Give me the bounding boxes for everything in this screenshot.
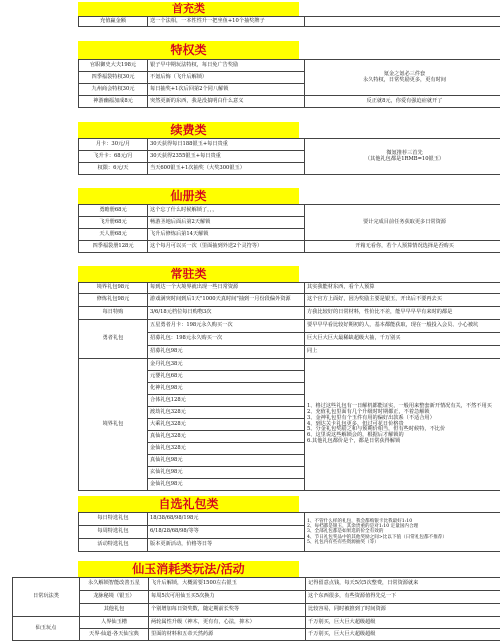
cell-note: 要早早早看比较好期初的人，基本都能获取，现在一般投入会员、小心被坑	[305, 320, 500, 333]
cell-desc: 个别增加每日资奖数，随定期前长奖等	[149, 604, 306, 617]
cell-note	[305, 17, 500, 27]
cell-desc: 突然更新的东西，我是没搞明白什么意义	[148, 96, 305, 108]
cell-item: 天界·仙道·各天仙宝典	[80, 629, 149, 641]
cell-item: 勇瞻册68元	[79, 205, 148, 217]
cell-item: 九州商会特权30元	[79, 84, 148, 96]
cell-note: 其实我能材东西，看个人预算	[305, 283, 500, 294]
cell-item: 飞升卡：68元/月	[79, 151, 148, 163]
cell-desc: 招募礼包：198元永久购买一次	[148, 333, 305, 346]
cell-group: 日常玩法类	[13, 578, 80, 617]
cell-merged-note: 氪金之氪必三件套 永久特权，日常奖励更多，更有时间	[305, 60, 500, 96]
cell-item: 永久解锁智能改善五星	[80, 578, 149, 591]
cell-item: 勇者礼包	[79, 320, 148, 359]
cell-desc: 每周5次可用仙玉买5次换力	[149, 591, 306, 604]
cell-item: 官职御史大夫198元	[79, 60, 148, 72]
cell-item: 充值赢金额	[79, 17, 148, 27]
section-banner-shouchong	[78, 2, 299, 16]
cell-desc: 30天获得2355银玉+每日贵重	[148, 151, 305, 163]
cell-item: 人界仙玉槽	[80, 617, 149, 629]
cell-desc: 玄仙礼包98元	[148, 467, 305, 479]
cell-item: 境界礼包	[79, 359, 148, 491]
cell-item: 龙脉秘境（银玉）	[80, 591, 149, 604]
cell-desc: 渡劫礼包328元	[148, 407, 305, 419]
cell-item: 四季福袋册128元	[79, 241, 148, 253]
cell-desc: 畅游圣地后面后第2天解锁	[148, 217, 305, 229]
cell-note: 方我比较好的日常材料，性价比不差，能早早早早有来时的都是	[305, 307, 500, 320]
section-banner-xiance	[78, 188, 299, 204]
cell-desc: 里面的材料和五帝天然药源	[149, 629, 306, 641]
table-row	[79, 513, 500, 526]
cell-note: 千万别买，巨大巨大超级超级	[306, 629, 500, 641]
cell-item: 月卡：30元/月	[79, 139, 148, 151]
table-tequan	[78, 59, 500, 108]
cell-merged-note: 微氪推荐三首先 （其他礼包都是1RMB=10银玉）	[305, 139, 500, 175]
table-zixuan	[78, 512, 500, 552]
cell-note: 同上	[305, 346, 500, 359]
cell-desc: 18/38/68/98/198元	[148, 513, 305, 526]
table-shouchong	[78, 16, 500, 27]
cell-note: 这个官方上面好，因为奖励主要是银玉，开出后不要再去买	[305, 294, 500, 307]
cell-desc: 当天600银玉+1次抽奖（大奖300银玉）	[148, 163, 305, 175]
table-row	[79, 307, 500, 320]
table-row	[79, 283, 500, 294]
cell-desc: 合体礼包128元	[148, 395, 305, 407]
cell-merged-note: 1、不管什么样的礼包，我会都购银卡比我最好1:10 2、每档都是银玉，其余贵重的是对1:10 定量国内合理 3、全部礼包都是如果选的价全有效的 4、节日礼包奖品中的其他奖励之间>比以下值（日常礼包都不推荐） 5、礼包内有些有些资源抽奖（等）	[305, 513, 500, 552]
cell-desc: 6/18/28/68/98/等等	[148, 526, 305, 539]
cell-item: 修炼礼包98元	[79, 294, 148, 307]
cell-desc: 飞升后解锁，大概需要1500左右银玉	[149, 578, 306, 591]
cell-note: 这个东西很多，有些资源值得先兑一下	[306, 591, 500, 604]
cell-desc: 金仙礼包328元	[148, 443, 305, 455]
table-row	[13, 629, 500, 641]
cell-desc: 元婴礼包68元	[148, 371, 305, 383]
table-row	[79, 359, 500, 371]
cell-desc: 送一个法相，一本性性升一把坐鱼+10个抽奖牌子	[148, 17, 305, 27]
section-banner-zixuan	[78, 496, 299, 512]
cell-item: 境界礼包98元	[79, 283, 148, 294]
cell-item: 每日特选礼包	[79, 513, 148, 526]
section-banner-xianyu	[78, 561, 299, 577]
table-row	[79, 205, 500, 217]
section-title: 特权类	[170, 43, 207, 57]
cell-desc: 真仙礼包98元	[148, 455, 305, 467]
cell-desc: 飞升后修炼后第14天解锁	[148, 229, 305, 241]
cell-desc: 版本更新活动，价格等日等	[148, 539, 305, 552]
cell-item: 天人册68元	[79, 229, 148, 241]
table-xiance	[78, 204, 500, 253]
cell-desc: 金仙礼包98元	[148, 479, 305, 491]
cell-group: 仙玉玩点	[13, 617, 80, 641]
table-row	[13, 617, 500, 629]
table-row	[79, 139, 500, 151]
cell-note: 比较容易，同时被推到了时间资源	[306, 604, 500, 617]
table-row	[79, 294, 500, 307]
cell-desc: 这个忘了什么时候解锁了，，，	[148, 205, 305, 217]
cell-item: 活动特选礼包	[79, 539, 148, 552]
table-xianyu	[12, 577, 500, 641]
table-row	[79, 320, 500, 333]
cell-note: 巨大巨大巨大最稀缺超级大抽，千万别买	[305, 333, 500, 346]
cell-note: 记得留意点钱，每天5次5次整费，日常资源就来	[306, 578, 500, 591]
table-row	[79, 60, 500, 72]
cell-note: 开箱无看你，若个人预算情况选择是否购买	[305, 241, 500, 253]
cell-desc: 30天获得每日188银玉+每日贵重	[148, 139, 305, 151]
cell-item: 飞升册68元	[79, 217, 148, 229]
table-row	[13, 578, 500, 591]
section-title: 常驻类	[170, 267, 207, 281]
section-title: 仙玉消耗类玩法/活动	[132, 562, 245, 576]
section-title: 自选礼包类	[158, 497, 219, 511]
cell-desc: 不氪后悔（飞升后解锁）	[148, 72, 305, 84]
cell-item: 权限：6元/天	[79, 163, 148, 175]
section-banner-xufei	[78, 122, 299, 138]
cell-item: 每日特购	[79, 307, 148, 320]
cell-desc: 这个每月可以买一次（里面抽到外送2个灵符等）	[148, 241, 305, 253]
cell-merged-note: 要计完成目前任务获取更多日常资源	[305, 205, 500, 241]
table-row	[79, 241, 500, 253]
cell-desc: 金丹礼包38元	[148, 359, 305, 371]
table-row	[79, 17, 500, 27]
cell-merged-note: 1、格过这些礼包有一日解机都能证实，一般用来整套新开情况有关，不然不用买 2、充值礼包里面有几个升级时时期都正，不着急解锁 3、金神礼包里有个玉件有用的偏好出款系（不适合用） 4、到达关卡礼包更多，但过可花日价格贵 5、分金礼包奖励之和与预期价相当，但有些时候特，不比价 6、这里说这些解锁会的，根据后才解锁的 6.其他礼包都价是个，都是日常获得解锁	[305, 359, 500, 491]
cell-item: 其他礼包	[80, 604, 149, 617]
section-title: 首充类	[172, 2, 205, 15]
cell-note: 反正就8元，你爱有强迫症就开了	[305, 96, 500, 108]
cell-desc: 招募礼包98元	[148, 346, 305, 359]
table-row	[13, 604, 500, 617]
section-banner-changzhu	[78, 266, 299, 282]
section-title: 续费类	[170, 123, 207, 137]
table-row	[13, 591, 500, 604]
cell-desc: 3/6/18元档位每日购物3次	[148, 307, 305, 320]
cell-desc: 每日抽奖+1次后回第2个同八解锁	[148, 84, 305, 96]
cell-item: 每周特选礼包	[79, 526, 148, 539]
section-title: 仙册类	[170, 189, 207, 203]
cell-desc: 真仙礼包328元	[148, 431, 305, 443]
cell-item: 四季福袋特权30元	[79, 72, 148, 84]
cell-desc: 五星勇者月卡：198元永久购买一次	[148, 320, 305, 333]
cell-note: 千万别买，巨大巨大超级超级	[306, 617, 500, 629]
table-xufei	[78, 138, 500, 175]
cell-desc: 每到达一个大境界就出现一些日常资源	[148, 283, 305, 294]
cell-desc: 游戏满突时间到后1天"1000天真时间"抽到一月份段偏外资源	[148, 294, 305, 307]
cell-item: 神游幽福加成8元	[79, 96, 148, 108]
section-banner-tequan	[78, 41, 299, 59]
table-row	[79, 96, 500, 108]
cell-desc: 化神礼包98元	[148, 383, 305, 395]
cell-desc: 两轮属性升级（神木，更有有，心法，抑木）	[149, 617, 306, 629]
cell-desc: 银子早中期玩法特权，每日免广告奖励	[148, 60, 305, 72]
table-changzhu	[78, 282, 500, 491]
cell-desc: 大乘礼包328元	[148, 419, 305, 431]
